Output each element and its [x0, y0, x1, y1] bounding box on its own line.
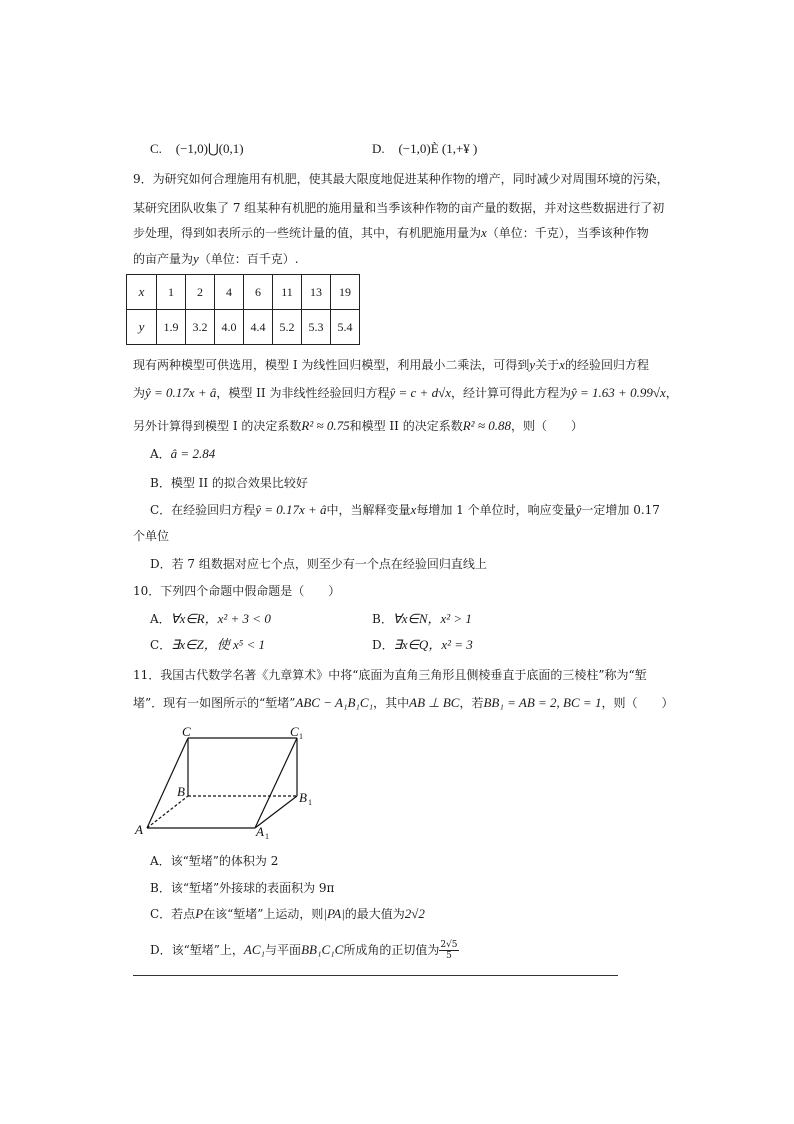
q9-var-x: x [481, 225, 487, 240]
q10-option-c-text: ∃x∈Z，使 x⁵ < 1 [171, 637, 266, 652]
q9-intro-4b: （单位：百千克）. [198, 252, 299, 266]
prism-edges [147, 738, 297, 828]
q8-option-d-label: D. [372, 141, 385, 156]
q11-option-d [150, 940, 459, 961]
table-cell: 5.2 [273, 310, 302, 345]
table-cell: 1.9 [157, 310, 186, 345]
q10-option-d-label: D． [372, 638, 394, 652]
q9-body-2c: ，经计算可得此方程为 [450, 386, 571, 400]
table-cell: 3.2 [186, 310, 215, 345]
q8-option-c-text: (−1,0)⋃(0,1) [175, 141, 244, 156]
q9-intro-line-4 [133, 251, 299, 267]
q9-eq-linear: ŷ = 0.17x + â [145, 385, 217, 400]
q11-option-d-1: D．该“堑堵”上， [150, 943, 244, 957]
vertex-label-c1: C [290, 724, 299, 739]
q11-option-c-3: 的最大值为 [344, 907, 405, 921]
q11-perp: AB ⊥ BC [409, 695, 460, 710]
table-header-x: x [127, 275, 157, 310]
q9-body-2b: ，模型 II 为非线性经验回归方程 [216, 386, 390, 400]
q11-stem-2a: 堵”．现有一如图所示的“堑堵” [133, 696, 296, 710]
q9-intro-line-1: 9．为研究如何合理施用有机肥，使其最大限度地促进某种作物的增产，同时减少对周围环境的污染， [133, 172, 669, 186]
q9-body-1b: 关于 [535, 358, 560, 372]
q9-eq-nonlinear: ŷ = c + d√x [389, 385, 451, 400]
q10-option-b-text: ∀x∈N，x² > 1 [392, 611, 472, 626]
q11-point-p: P [195, 906, 204, 921]
vertex-label-c1-sub: 1 [299, 732, 303, 741]
q9-option-c-line-1 [150, 502, 660, 518]
q10-stem: 10．下列四个命题中假命题是（ ） [133, 584, 341, 598]
q11-ac1: AC₁ [243, 942, 266, 957]
q11-max-value: 2√2 [404, 906, 425, 921]
q11-tan-fraction [439, 940, 458, 961]
prism-figure [130, 722, 330, 842]
q8-option-d-text: (−1,0)È (1,+¥ ) [398, 141, 478, 156]
table-cell: 13 [302, 275, 331, 310]
q11-option-d-3: 所成角的正切值为 [343, 943, 440, 957]
q9-body-line-2 [133, 385, 678, 401]
vertex-label-c: C [182, 724, 191, 739]
q9-option-c-1d: 一定增加 0.17 [581, 503, 660, 517]
vertex-label-a1-sub: 1 [265, 832, 269, 841]
q11-stem-2e: ，若 [459, 696, 484, 710]
q9-body-1c: 的经验回归方程 [564, 358, 649, 372]
table-cell: 1 [157, 275, 186, 310]
table-cell: 5.3 [302, 310, 331, 345]
q11-plane: BB₁C₁C [301, 942, 344, 957]
q11-stem-line-2 [133, 695, 673, 711]
q9-intro-3a: 步处理，得到如表所示的一些统计量的值，其中，有机肥施用量为 [133, 226, 482, 240]
q11-option-c [150, 906, 425, 922]
q9-eq-fitted: ŷ = 1.63 + 0.99√x [571, 385, 666, 400]
q9-body-2a: 为 [133, 386, 146, 400]
vertex-label-a: A [135, 822, 143, 837]
q9-option-c-x: x [410, 502, 417, 517]
q10-option-a-label: A． [150, 612, 171, 626]
q9-r2-model2: R² ≈ 0.88 [462, 418, 511, 433]
q8-option-c [150, 141, 244, 157]
q9-body-3c: ，则（ ） [510, 419, 583, 433]
q10-option-c-label: C． [150, 638, 172, 652]
q11-prism-name: ABC − A₁B₁C₁ [295, 695, 374, 710]
q11-option-c-1: C．若点 [150, 907, 196, 921]
q9-body-line-3 [133, 418, 583, 434]
q10-option-b-label: B． [372, 612, 393, 626]
q9-option-d: D．若 7 组数据对应七个点，则至少有一个点在经验回归直线上 [150, 557, 487, 571]
q9-data-table [126, 274, 360, 345]
fraction-denominator: 5 [446, 951, 452, 961]
q9-option-b: B．模型 II 的拟合效果比较好 [150, 476, 308, 490]
q10-option-b [372, 611, 472, 627]
table-cell: 4 [215, 275, 244, 310]
q9-option-c-1b: 中，当解释变量 [326, 503, 411, 517]
q9-option-c-line-2: 个单位 [133, 529, 170, 543]
q11-option-c-2: 在该“堑堵”上运动，则 [203, 907, 324, 921]
q11-stem-2c: ，其中 [373, 696, 410, 710]
q9-var-y-2: y [529, 357, 536, 372]
q9-body-2d: ， [665, 386, 678, 400]
q9-option-a-text: â = 2.84 [170, 446, 216, 461]
q9-option-c-1c: 每增加 1 个单位时，响应变量 [416, 503, 576, 517]
table-cell: 4.4 [244, 310, 273, 345]
q9-body-1a: 现有两种模型可供选用，模型 I 为线性回归模型，利用最小二乘法，可得到 [133, 358, 530, 372]
q10-option-a-text: ∀x∈R，x² + 3 < 0 [170, 611, 271, 626]
table-cell: 19 [331, 275, 360, 310]
q10-option-d-text: ∃x∈Q，x² = 3 [393, 637, 473, 652]
q9-var-x-2: x [559, 357, 565, 372]
table-row-x [127, 275, 360, 310]
q9-option-c-1a: C．在经验回归方程 [150, 503, 256, 517]
table-cell: 2 [186, 275, 215, 310]
vertex-label-b1-sub: 1 [308, 798, 312, 807]
fraction-numerator: 2√5 [440, 940, 458, 950]
table-header-y: y [127, 310, 157, 345]
q11-stem-line-1: 11．我国古代数学名著《九章算术》中将“底面为直角三角形且侧棱垂直于底面的三棱柱”称为“堑 [133, 668, 647, 682]
vertex-label-a1: A [256, 824, 264, 839]
q10-option-d [372, 637, 473, 653]
table-cell: 4.0 [215, 310, 244, 345]
q9-intro-line-2: 某研究团队收集了 7 组某种有机肥的施用量和当季该种作物的亩产量的数据，并对这些数据进行了初 [133, 201, 665, 215]
q11-lengths: BB₁ = AB = 2, BC = 1 [483, 695, 602, 710]
q10-option-a [150, 611, 271, 627]
q9-var-y: y [193, 251, 199, 266]
vertex-label-b1: B [299, 790, 307, 805]
q9-intro-line-3 [133, 225, 649, 241]
q11-pa: |PA| [323, 906, 345, 921]
q9-r2-model1: R² ≈ 0.75 [301, 418, 350, 433]
footer-divider [133, 975, 618, 976]
table-row-y [127, 310, 360, 345]
q9-option-a [150, 446, 215, 462]
q9-body-3b: 和模型 II 的决定系数 [349, 419, 463, 433]
q11-option-d-2: 与平面 [265, 943, 302, 957]
q9-option-a-label: A． [150, 447, 171, 461]
q11-option-a: A．该“堑堵”的体积为 2 [150, 854, 279, 868]
table-cell: 5.4 [331, 310, 360, 345]
q10-option-c [150, 637, 265, 653]
q9-body-line-1 [133, 357, 649, 373]
vertex-label-b: B [177, 784, 185, 799]
q9-option-c-eq: ŷ = 0.17x + â [255, 502, 327, 517]
q8-option-d [372, 141, 477, 157]
edge-a-b [147, 796, 188, 828]
q8-option-c-label: C. [150, 141, 162, 156]
table-cell: 6 [244, 275, 273, 310]
q11-option-b: B．该“堑堵”外接球的表面积为 9π [150, 881, 335, 895]
q9-body-3a: 另外计算得到模型 I 的决定系数 [133, 419, 302, 433]
edge-c-a [147, 738, 188, 828]
edge-c1-a1 [255, 738, 297, 828]
q9-option-c-yhat: ŷ [575, 502, 582, 517]
q9-intro-3b: （单位：千克），当季该种作物 [486, 226, 649, 240]
q9-intro-4a: 的亩产量为 [133, 252, 194, 266]
table-cell: 11 [273, 275, 302, 310]
q11-stem-2g: ，则（ ） [601, 696, 674, 710]
